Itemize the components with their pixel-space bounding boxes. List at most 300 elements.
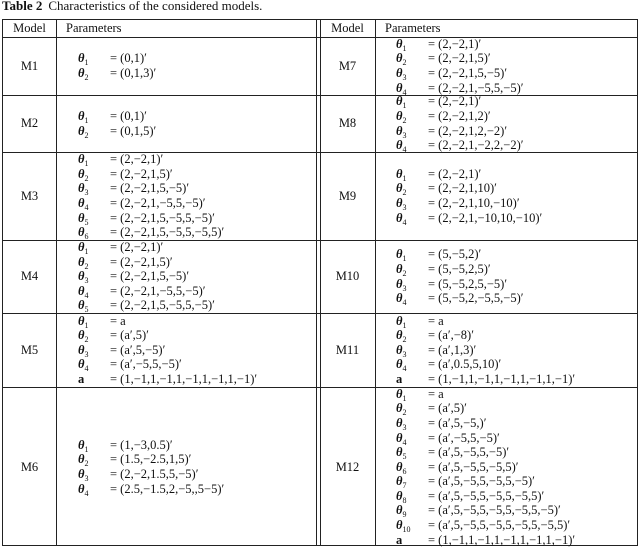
- parameter-row: [78, 181, 189, 196]
- parameter-value: = a: [110, 313, 126, 328]
- parameter-value: = (2,−2,1,5,−5,5,−5)′: [110, 298, 215, 313]
- parameter-symbol-name: θ: [78, 437, 85, 452]
- parameter-symbol: [78, 225, 110, 240]
- parameter-symbol-name: a: [396, 371, 403, 386]
- model-name: M1: [20, 58, 39, 73]
- parameter-row: [396, 460, 519, 475]
- parameter-symbol-name: θ: [396, 196, 403, 210]
- parameter-symbol-name: θ: [396, 474, 403, 489]
- parameter-symbol: [396, 277, 428, 292]
- parameter-subscript: 1: [84, 58, 89, 68]
- parameter-list: [396, 152, 542, 240]
- parameter-symbol: [396, 474, 428, 489]
- parameter-value: = (a′,5,−5)′: [110, 342, 166, 357]
- model-name: M9: [338, 188, 357, 203]
- parameter-symbol-name: θ: [396, 386, 403, 401]
- parameter-value: = (5,−5,2)′: [428, 247, 482, 262]
- parameter-subscript: 1: [84, 444, 89, 454]
- parameter-symbol: [396, 211, 428, 226]
- parameter-symbol-name: θ: [396, 261, 403, 276]
- parameter-row: [396, 196, 520, 211]
- parameter-row: [78, 482, 224, 497]
- parameter-row: [396, 503, 561, 518]
- parameter-value: = (0,1,5)′: [110, 123, 157, 138]
- parameter-value: = (2,−2,1,−5,5,−5)′: [110, 196, 206, 210]
- parameter-value: = (a′,5,−5,5,−5,5)′: [428, 459, 519, 474]
- parameter-value: = (a′,0.5,5,10)′: [428, 357, 502, 372]
- parameter-subscript: 4: [84, 290, 89, 300]
- parameter-symbol-name: θ: [396, 518, 403, 533]
- parameter-value: = (1,−1,1,−1,1,−1,1,−1,1,−1)′: [110, 371, 258, 386]
- parameter-value: = (5,−5,2,−5,5,−5)′: [428, 291, 524, 306]
- parameter-value: = (2,−2,1)′: [110, 152, 164, 167]
- parameter-subscript: 3: [402, 422, 407, 432]
- parameter-value: = (2,−2,1,5)′: [428, 51, 491, 66]
- parameter-symbol-name: a: [396, 532, 403, 547]
- parameter-symbol-name: θ: [78, 196, 85, 210]
- parameter-list: [396, 387, 575, 547]
- parameter-symbol: [396, 503, 428, 518]
- parameter-row: [396, 167, 481, 182]
- parameter-value: = (a′,5,−5,5,−5,5,−5,5)′: [428, 488, 545, 503]
- parameter-row: [78, 51, 147, 66]
- parameter-symbol: [396, 357, 428, 372]
- parameter-symbol: [396, 291, 428, 306]
- parameter-subscript: 6: [84, 232, 89, 242]
- parameter-symbol: [396, 445, 428, 460]
- parameter-symbol-name: θ: [396, 313, 403, 328]
- parameter-row: [396, 431, 500, 446]
- parameter-value: = (2,−2,1,5,−5)′: [110, 269, 190, 284]
- parameter-subscript: 5: [84, 217, 89, 227]
- parameter-subscript: 10: [402, 525, 411, 535]
- parameter-subscript: 3: [84, 276, 89, 286]
- parameter-row: [78, 66, 156, 81]
- parameter-value: = (a′,5,−5,5,−5,5,−5,5,−5,5)′: [428, 518, 571, 533]
- parameter-subscript: 4: [84, 203, 89, 212]
- parameter-list: [78, 37, 156, 95]
- parameter-subscript: 1: [84, 115, 89, 125]
- parameter-symbol-name: θ: [396, 328, 403, 343]
- parameter-value: = (2,−2,1)′: [428, 36, 482, 51]
- parameter-symbol: [396, 94, 428, 109]
- parameter-row: [78, 196, 206, 211]
- parameter-row: [396, 533, 575, 547]
- parameter-value: = (2,−2,1,5)′: [110, 254, 173, 269]
- parameter-symbol: [78, 372, 110, 387]
- parameter-symbol: [78, 284, 110, 299]
- parameter-subscript: 2: [402, 268, 407, 278]
- parameter-subscript: 9: [402, 510, 407, 520]
- parameter-value: = (2,−2,1,−5,5,−5)′: [428, 80, 524, 95]
- parameter-symbol-name: θ: [78, 467, 85, 481]
- parameter-symbol: [78, 211, 110, 226]
- parameter-symbol-name: θ: [396, 247, 403, 262]
- parameter-row: [396, 94, 481, 109]
- parameter-value: = (0,1,3)′: [110, 66, 157, 80]
- parameter-subscript: 7: [402, 481, 407, 491]
- parameter-value: = (2,−2,1)′: [428, 166, 482, 181]
- header-parameters-right: Parameters: [385, 21, 441, 35]
- parameter-row: [396, 262, 491, 277]
- model-name: M7: [338, 58, 357, 73]
- caption-text: Characteristics of the considered models.: [48, 0, 263, 13]
- parameter-row: [78, 167, 173, 182]
- model-name: M8: [338, 116, 357, 130]
- parameter-symbol: [396, 431, 428, 446]
- parameter-symbol: [396, 196, 428, 211]
- parameter-symbol: [78, 298, 110, 313]
- parameter-subscript: 3: [84, 188, 89, 198]
- parameter-row: [396, 328, 474, 343]
- parameter-symbol: [78, 124, 110, 139]
- parameter-symbol: [78, 109, 110, 124]
- parameter-row: [396, 445, 509, 460]
- parameter-subscript: 3: [84, 474, 89, 483]
- parameter-symbol-name: θ: [396, 488, 403, 503]
- parameter-symbol: [78, 66, 110, 81]
- parameter-symbol-name: θ: [78, 225, 85, 240]
- parameter-symbol: [78, 343, 110, 358]
- parameter-symbol-name: θ: [78, 269, 85, 284]
- parameter-symbol-name: θ: [396, 51, 403, 66]
- parameter-symbol: [396, 81, 428, 96]
- parameter-value: = (a′,5,−5,5,−5)′: [428, 445, 510, 460]
- parameter-symbol: [396, 262, 428, 277]
- parameter-list: [78, 313, 257, 387]
- parameter-subscript: 4: [402, 217, 407, 227]
- parameter-list: [78, 240, 215, 313]
- parameter-subscript: 1: [84, 159, 89, 169]
- parameter-row: [396, 247, 481, 262]
- parameter-symbol: [396, 37, 428, 52]
- parameter-symbol: [396, 109, 428, 124]
- parameter-symbol: [396, 66, 428, 81]
- parameter-value: = (5,−5,2,5,−5)′: [428, 276, 508, 291]
- parameter-subscript: 5: [402, 452, 407, 462]
- parameter-value: = (2,−2,1,5,−5,5,−5,5)′: [110, 225, 225, 240]
- parameter-symbol-name: θ: [396, 80, 403, 95]
- parameter-value: = a: [428, 313, 444, 328]
- parameter-value: = (2,−2,1,2)′: [428, 108, 491, 123]
- parameter-subscript: 2: [402, 335, 407, 345]
- parameter-list: [396, 37, 524, 95]
- parameter-symbol-name: θ: [396, 138, 403, 153]
- parameter-symbol-name: θ: [78, 51, 85, 66]
- parameter-symbol: [78, 167, 110, 182]
- parameter-symbol: [396, 247, 428, 262]
- parameter-symbol-name: θ: [396, 291, 403, 306]
- model-name: M5: [20, 342, 39, 357]
- parameter-subscript: 6: [402, 466, 407, 476]
- parameter-row: [396, 518, 570, 533]
- parameter-symbol: [78, 255, 110, 270]
- parameter-symbol-name: θ: [396, 342, 403, 357]
- parameter-value: = (1,−3,0.5)′: [110, 437, 173, 452]
- parameter-value: = (a′,1,3)′: [428, 342, 477, 357]
- parameter-list: [396, 240, 524, 313]
- parameter-subscript: 2: [402, 408, 407, 418]
- model-name: M4: [20, 269, 39, 283]
- parameter-subscript: 3: [84, 349, 89, 359]
- parameter-symbol-name: θ: [396, 94, 403, 109]
- parameter-row: [396, 181, 497, 196]
- parameter-row: [396, 37, 481, 52]
- parameter-row: [396, 81, 524, 96]
- parameter-value: = (a′,5)′: [110, 328, 149, 343]
- parameter-row: [396, 357, 501, 372]
- parameter-row: [396, 372, 575, 387]
- parameter-subscript: 1: [402, 101, 407, 111]
- parameter-list: [396, 94, 524, 155]
- parameter-row: [78, 438, 173, 453]
- parameter-value: = a: [428, 386, 444, 401]
- parameter-subscript: 2: [84, 173, 89, 183]
- header-model-right: Model: [331, 21, 364, 35]
- parameter-subscript: 1: [84, 247, 89, 257]
- parameter-row: [396, 51, 491, 66]
- parameter-symbol: [396, 533, 428, 547]
- parameter-symbol-name: θ: [78, 152, 85, 167]
- parameter-subscript: 4: [402, 298, 407, 308]
- parameter-symbol-name: θ: [78, 181, 85, 196]
- parameter-symbol-name: θ: [396, 276, 403, 291]
- parameter-value: = (2,−2,1,10,−10)′: [428, 196, 520, 210]
- parameter-row: [396, 291, 524, 306]
- parameter-symbol: [78, 181, 110, 196]
- parameter-symbol: [78, 452, 110, 467]
- parameter-row: [78, 152, 163, 167]
- parameter-subscript: 4: [84, 488, 89, 498]
- parameter-value: = (a′,−5,5,−5)′: [428, 430, 500, 445]
- parameter-symbol: [396, 124, 428, 139]
- column-divider: [56, 20, 57, 545]
- parameter-list: [78, 387, 224, 547]
- parameter-subscript: 4: [84, 364, 89, 374]
- parameter-symbol-name: θ: [396, 66, 403, 80]
- parameter-value: = (2,−2,1,5)′: [110, 166, 173, 181]
- parameter-subscript: 5: [84, 305, 89, 315]
- model-name: M12: [335, 459, 360, 474]
- models-table: [2, 19, 638, 546]
- parameter-symbol-name: θ: [78, 166, 85, 181]
- parameter-row: [78, 109, 147, 124]
- parameter-symbol-name: θ: [78, 254, 85, 269]
- parameter-value: = (0,1)′: [110, 51, 147, 66]
- header-model-left: Model: [13, 21, 46, 35]
- parameter-row: [78, 298, 215, 313]
- parameter-symbol: [78, 240, 110, 255]
- parameter-symbol: [396, 167, 428, 182]
- model-name: M10: [335, 269, 360, 283]
- parameter-value: = (1,−1,1,−1,1,−1,1,−1,1,−1)′: [428, 532, 576, 547]
- parameter-symbol: [396, 518, 428, 533]
- parameter-symbol: [396, 372, 428, 387]
- parameter-symbol-name: θ: [396, 415, 403, 430]
- parameter-subscript: 2: [84, 335, 89, 345]
- parameter-symbol-name: θ: [396, 181, 403, 196]
- parameter-symbol: [78, 269, 110, 284]
- header-parameters-left: Parameters: [66, 21, 122, 35]
- parameter-symbol-name: θ: [78, 283, 85, 298]
- parameter-symbol-name: θ: [396, 459, 403, 474]
- parameter-subscript: 3: [402, 203, 407, 212]
- parameter-subscript: 3: [402, 349, 407, 359]
- parameter-row: [78, 284, 206, 299]
- parameter-symbol: [78, 482, 110, 497]
- parameter-symbol-name: θ: [78, 481, 85, 496]
- parameter-symbol-name: θ: [78, 298, 85, 313]
- parameter-row: [78, 343, 165, 358]
- parameter-value: = (a′,5,−5,5,−5,5,−5,5,−5)′: [428, 503, 561, 518]
- parameter-value: = (2,−2,1,10)′: [428, 181, 497, 196]
- parameter-value: = (2,−2,1,2,−2)′: [428, 123, 508, 138]
- parameter-row: [78, 452, 191, 467]
- parameter-list: [396, 313, 575, 387]
- parameter-symbol: [396, 489, 428, 504]
- parameter-row: [78, 372, 257, 387]
- table-caption: [2, 0, 262, 14]
- parameter-subscript: 2: [402, 188, 407, 198]
- parameter-row: [396, 474, 535, 489]
- parameter-value: = (2,−2,1,−10,10,−10)′: [428, 210, 543, 225]
- parameter-symbol: [78, 438, 110, 453]
- parameter-row: [78, 467, 198, 482]
- parameter-row: [396, 314, 444, 329]
- parameter-symbol-name: θ: [78, 210, 85, 225]
- parameter-subscript: 1: [402, 393, 407, 403]
- parameter-symbol: [396, 401, 428, 416]
- parameter-row: [396, 489, 544, 504]
- parameter-subscript: 4: [402, 87, 407, 97]
- parameter-value: = (0,1)′: [110, 108, 147, 123]
- parameter-subscript: 1: [84, 320, 89, 330]
- parameter-symbol: [78, 152, 110, 167]
- parameter-value: = (2,−2,1,−2,2,−2)′: [428, 138, 524, 153]
- parameter-subscript: 1: [402, 320, 407, 330]
- parameter-value: = (2,−2,1)′: [428, 94, 482, 109]
- parameter-row: [396, 343, 476, 358]
- parameter-value: = (a′,−5,5,−5)′: [110, 357, 182, 372]
- parameter-row: [396, 401, 467, 416]
- parameter-row: [78, 269, 189, 284]
- parameter-row: [396, 277, 507, 292]
- parameter-subscript: 2: [402, 58, 407, 68]
- parameter-subscript: 2: [402, 115, 407, 125]
- column-divider: [375, 20, 376, 545]
- parameter-symbol: [396, 387, 428, 402]
- parameter-subscript: 3: [402, 73, 407, 82]
- parameter-symbol-name: θ: [396, 401, 403, 416]
- parameter-subscript: 1: [402, 43, 407, 53]
- parameter-symbol-name: θ: [396, 430, 403, 445]
- parameter-symbol-name: θ: [396, 36, 403, 51]
- parameter-subscript: 4: [402, 364, 407, 374]
- parameter-symbol: [78, 467, 110, 482]
- parameter-symbol: [78, 328, 110, 343]
- parameter-symbol-name: θ: [78, 123, 85, 138]
- parameter-symbol: [78, 357, 110, 372]
- parameter-symbol-name: θ: [396, 123, 403, 138]
- parameter-subscript: 2: [84, 261, 89, 271]
- parameter-row: [396, 124, 507, 139]
- parameter-value: = (2.5,−1.5,2,−5,,5−5)′: [110, 481, 225, 496]
- parameter-value: = (a′,5)′: [428, 401, 467, 416]
- parameter-row: [396, 387, 444, 402]
- parameter-row: [78, 124, 156, 139]
- parameter-symbol: [396, 181, 428, 196]
- parameter-row: [396, 138, 524, 153]
- parameter-symbol: [396, 343, 428, 358]
- model-name: M3: [20, 188, 39, 203]
- parameter-symbol-name: θ: [78, 328, 85, 343]
- model-name: M11: [335, 342, 360, 357]
- parameter-row: [78, 240, 163, 255]
- parameter-value: = (a′,5,−5,)′: [428, 415, 487, 430]
- parameter-symbol: [78, 314, 110, 329]
- parameter-symbol-name: θ: [396, 445, 403, 460]
- table-label: Table 2: [2, 0, 43, 13]
- parameter-value: = (2,−2,1,5,−5)′: [428, 66, 508, 80]
- parameter-symbol-name: θ: [396, 210, 403, 225]
- parameter-symbol: [396, 314, 428, 329]
- parameter-value: = (1.5,−2.5,1,5)′: [110, 452, 192, 467]
- parameter-symbol: [78, 196, 110, 211]
- parameter-row: [78, 211, 215, 226]
- parameter-symbol-name: θ: [396, 503, 403, 518]
- model-name: M2: [20, 116, 39, 130]
- parameter-row: [78, 314, 126, 329]
- parameter-subscript: 4: [402, 437, 407, 447]
- parameter-symbol-name: θ: [396, 108, 403, 123]
- parameter-row: [396, 416, 486, 431]
- parameter-subscript: 2: [84, 459, 89, 469]
- parameter-row: [78, 357, 182, 372]
- parameter-list: [78, 152, 224, 240]
- parameter-subscript: 3: [402, 283, 407, 293]
- parameter-subscript: 4: [402, 145, 407, 155]
- parameter-symbol-name: θ: [78, 357, 85, 372]
- parameter-subscript: 1: [402, 254, 407, 264]
- parameter-subscript: 2: [84, 130, 89, 140]
- parameter-symbol-name: θ: [78, 66, 85, 80]
- parameter-row: [396, 109, 491, 124]
- parameter-symbol-name: θ: [396, 357, 403, 372]
- parameter-subscript: 2: [84, 73, 89, 82]
- parameter-symbol-name: θ: [78, 452, 85, 467]
- parameter-value: = (5,−5,2,5)′: [428, 261, 491, 276]
- parameter-symbol-name: θ: [78, 313, 85, 328]
- parameter-symbol: [396, 138, 428, 153]
- parameter-value: = (2,−2,1,−5,5,−5)′: [110, 283, 206, 298]
- parameter-row: [396, 211, 542, 226]
- parameter-symbol: [396, 460, 428, 475]
- parameter-row: [396, 66, 507, 81]
- parameter-value: = (a′,5,−5,5,−5,5,−5)′: [428, 474, 535, 489]
- parameter-value: = (2,−2,1)′: [110, 240, 164, 255]
- parameter-row: [78, 225, 224, 240]
- parameter-symbol: [78, 51, 110, 66]
- parameter-value: = (2,−2,1,5,−5)′: [110, 181, 190, 196]
- parameter-symbol-name: θ: [396, 166, 403, 181]
- parameter-symbol: [396, 51, 428, 66]
- parameter-value: = (2,−2,1.5,5,−5)′: [110, 467, 199, 481]
- parameter-symbol-name: θ: [78, 108, 85, 123]
- parameter-subscript: 8: [402, 495, 407, 505]
- parameter-symbol-name: θ: [78, 240, 85, 255]
- parameter-value: = (a′,−8)′: [428, 328, 474, 343]
- parameter-subscript: 1: [402, 173, 407, 183]
